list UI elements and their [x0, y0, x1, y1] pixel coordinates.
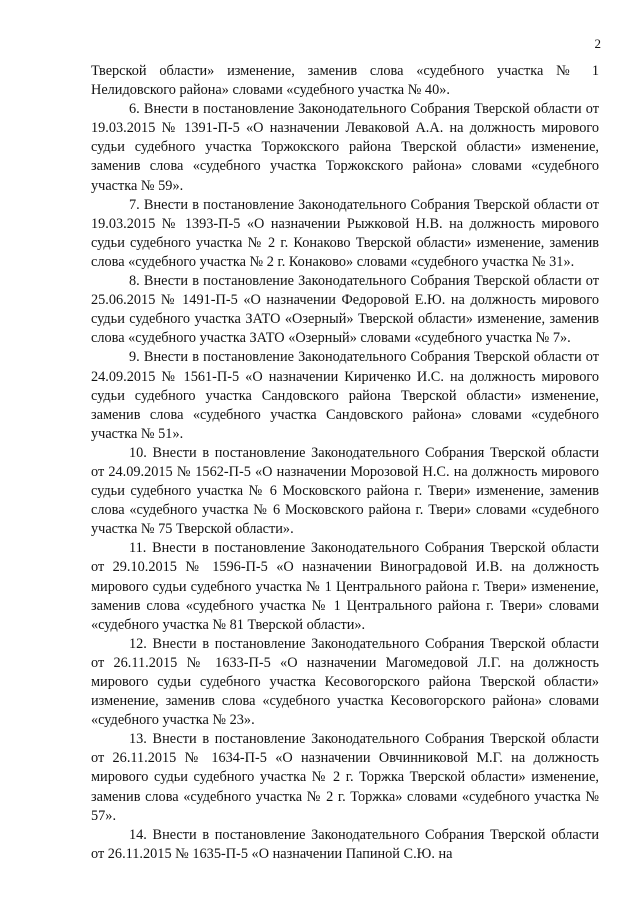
paragraph-item-14: 14. Внести в постановление Законодательного Собрания Тверской области от 26.11.2015 № 1635-П-5 «О назначении Папиной С.Ю. на: [91, 826, 599, 862]
paragraph-item-6: 6. Внести в постановление Законодательного Собрания Тверской области от 19.03.2015 № 1391-П-5 «О назначении Леваковой А.А. на должность мирового судьи судебного участка Торжокского района Тверской области» изменение, заменив слова «судебного участка Торжокского района» словами «судебного участка № 59».: [91, 101, 599, 194]
paragraph-item-8: 8. Внести в постановление Законодательного Собрания Тверской области от 25.06.2015 № 1491-П-5 «О назначении Федоровой Е.Ю. на должность мирового судьи судебного участка ЗАТО «Озерный» Тверской области» изменение, заменив слова «судебного участка ЗАТО «Озерный» словами «судебного участка № 7».: [91, 273, 599, 347]
paragraph-item-11: 11. Внести в постановление Законодательного Собрания Тверской области от 29.10.2015 № 1596-П-5 «О назначении Виноградовой И.В. на должность мирового судьи судебного участка № 1 Центрального района г. Твери» изменение, заменив слова «судебного участка № 1 Центрального района г. Твери» словами «судебного участка № 81 Тверской области».: [91, 540, 599, 633]
paragraph-item-7: 7. Внести в постановление Законодательного Собрания Тверской области от 19.03.2015 № 1393-П-5 «О назначении Рыжковой Н.В. на должность мирового судьи судебного участка № 2 г. Конаково Тверской области» изменение, заменив слова «судебного участка № 2 г. Конаково» словами «судебного участка № 31».: [91, 196, 599, 270]
paragraph-item-13: 13. Внести в постановление Законодательного Собрания Тверской области от 26.11.2015 № 1634-П-5 «О назначении Овчинниковой М.Г. на должность мирового судьи судебного участка № 2 г. Торжка Тверской области» изменение, заменив слова «судебного участка № 2 г. Торжка» словами «судебного участка № 57».: [91, 731, 599, 824]
document-body: [91, 62, 599, 864]
paragraph-item-9: 9. Внести в постановление Законодательного Собрания Тверской области от 24.09.2015 № 1561-П-5 «О назначении Кириченко И.С. на должность мирового судьи судебного участка Сандовского района Тверской области» изменение, заменив слова «судебного участка Сандовского района» словами «судебного участка № 51».: [91, 349, 599, 442]
paragraph-item-12: 12. Внести в постановление Законодательного Собрания Тверской области от 26.11.2015 № 1633-П-5 «О назначении Магомедовой Л.Г. на должность мирового судьи судебного участка Кесовогорского района Тверской области» изменение, заменив слова «судебного участка Кесовогорского района» словами «судебного участка № 23».: [91, 635, 599, 729]
page-number: 2: [594, 36, 601, 51]
paragraph-continuation: Тверской области» изменение, заменив слова «судебного участка № 1 Нелидовского района» словами «судебного участка № 40».: [91, 63, 599, 99]
paragraph-item-10: 10. Внести в постановление Законодательного Собрания Тверской области от 24.09.2015 № 1562-П-5 «О назначении Морозовой Н.С. на должность мирового судьи судебного участка № 6 Московского района г. Твери» изменение, заменив слова «судебного участка № 6 Московского района г. Твери» словами «судебного участка № 75 Тверской области».: [91, 444, 599, 538]
